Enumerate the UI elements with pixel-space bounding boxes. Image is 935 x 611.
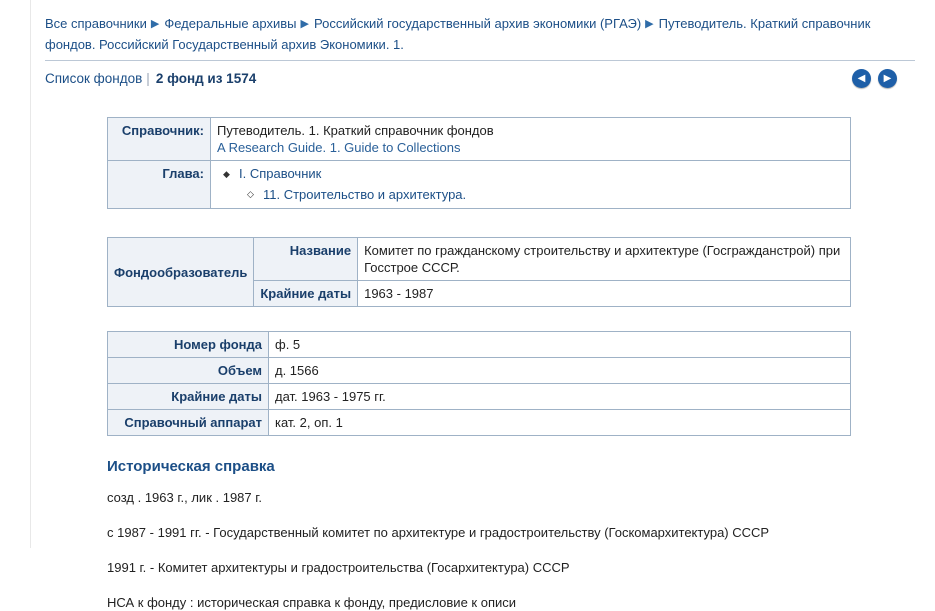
guide-title-ru: Путеводитель. 1. Краткий справочник фондов bbox=[217, 123, 494, 138]
table-row bbox=[108, 410, 851, 436]
fond-summary-block bbox=[107, 331, 915, 436]
subheader-left bbox=[45, 71, 256, 86]
historical-note-paragraph: созд . 1963 г., лик . 1987 г. bbox=[107, 490, 263, 505]
list-item bbox=[217, 165, 844, 183]
subheader-divider: | bbox=[146, 71, 150, 86]
fond-volume-label: Объем bbox=[108, 358, 269, 384]
breadcrumb-item-all-guides[interactable]: Все справочники bbox=[45, 16, 147, 31]
chapter-link-level2[interactable]: 11. Строительство и архитектура. bbox=[263, 187, 467, 202]
fond-summary-table bbox=[107, 331, 851, 436]
historical-note-paragraph: 1991 г. - Комитет архитектуры и градостроительства (Госархитектура) СССР bbox=[107, 560, 570, 575]
chevron-right-icon: ▶ bbox=[300, 18, 309, 30]
guide-label: Справочник: bbox=[108, 118, 211, 161]
fond-volume-value: д. 1566 bbox=[269, 358, 851, 384]
breadcrumb-item-current: Путеводитель. Краткий справочник фондов. Российский Государственный архив Экономики. 1. bbox=[45, 16, 871, 52]
chapter-label: Глава: bbox=[108, 161, 211, 209]
table-row bbox=[108, 384, 851, 410]
historical-note-paragraph: с 1987 - 1991 гг. - Государственный комитет по архитектуре и градостроительству (Госкомархитектура) СССР bbox=[107, 525, 770, 540]
creator-dates-value: 1963 - 1987 bbox=[358, 281, 851, 307]
record-navigation bbox=[852, 69, 897, 88]
creator-name-label: Название bbox=[254, 238, 358, 281]
chevron-right-icon: ▶ bbox=[150, 18, 160, 30]
chapter-row bbox=[108, 161, 851, 209]
subheader bbox=[45, 71, 915, 95]
historical-note-title: Историческая справка bbox=[107, 458, 275, 475]
guide-block bbox=[107, 117, 915, 209]
fond-creator-block bbox=[107, 237, 915, 307]
guide-title-en: A Research Guide. 1. Guide to Collections bbox=[217, 140, 461, 155]
chapter-value bbox=[211, 161, 851, 209]
fond-creator-table bbox=[107, 237, 851, 307]
creator-dates-label: Крайние даты bbox=[254, 281, 358, 307]
historical-note-block bbox=[107, 458, 867, 611]
guide-value bbox=[211, 118, 851, 161]
next-record-button[interactable]: ▶ bbox=[878, 69, 897, 88]
breadcrumb bbox=[45, 14, 915, 61]
left-rail bbox=[0, 0, 31, 548]
fond-number-label: Номер фонда bbox=[108, 332, 269, 358]
fond-creator-label: Фондообразователь bbox=[108, 238, 254, 307]
finding-aids-value: кат. 2, оп. 1 bbox=[269, 410, 851, 436]
breadcrumb-item-federal-archives[interactable]: Федеральные архивы bbox=[164, 16, 297, 31]
fond-list-link[interactable]: Список фондов bbox=[45, 71, 143, 86]
record-counter: 2 фонд из 1574 bbox=[155, 71, 257, 86]
previous-record-button[interactable]: ◀ bbox=[852, 69, 871, 88]
finding-aids-label: Справочный аппарат bbox=[108, 410, 269, 436]
creator-name-value: Комитет по гражданскому строительству и архитектуре (Госгражданстрой) при Госстрое СССР. bbox=[358, 238, 851, 281]
table-row bbox=[108, 238, 851, 281]
chapter-link-level1[interactable]: I. Справочник bbox=[239, 166, 322, 181]
chevron-right-icon: ▶ bbox=[645, 18, 654, 30]
table-row bbox=[108, 332, 851, 358]
fond-dates-label: Крайние даты bbox=[108, 384, 269, 410]
guide-row bbox=[108, 118, 851, 161]
fond-dates-value: дат. 1963 - 1975 гг. bbox=[269, 384, 851, 410]
breadcrumb-item-rgae[interactable]: Российский государственный архив экономики (РГАЭ) bbox=[313, 16, 642, 31]
chapter-list bbox=[217, 165, 844, 204]
historical-note-paragraph: НСА к фонду : историческая справка к фонду, предисловие к описи bbox=[107, 595, 517, 610]
table-row bbox=[108, 358, 851, 384]
list-item bbox=[217, 185, 844, 204]
fond-number-value: ф. 5 bbox=[269, 332, 851, 358]
guide-table bbox=[107, 117, 851, 209]
page-content bbox=[31, 0, 935, 610]
